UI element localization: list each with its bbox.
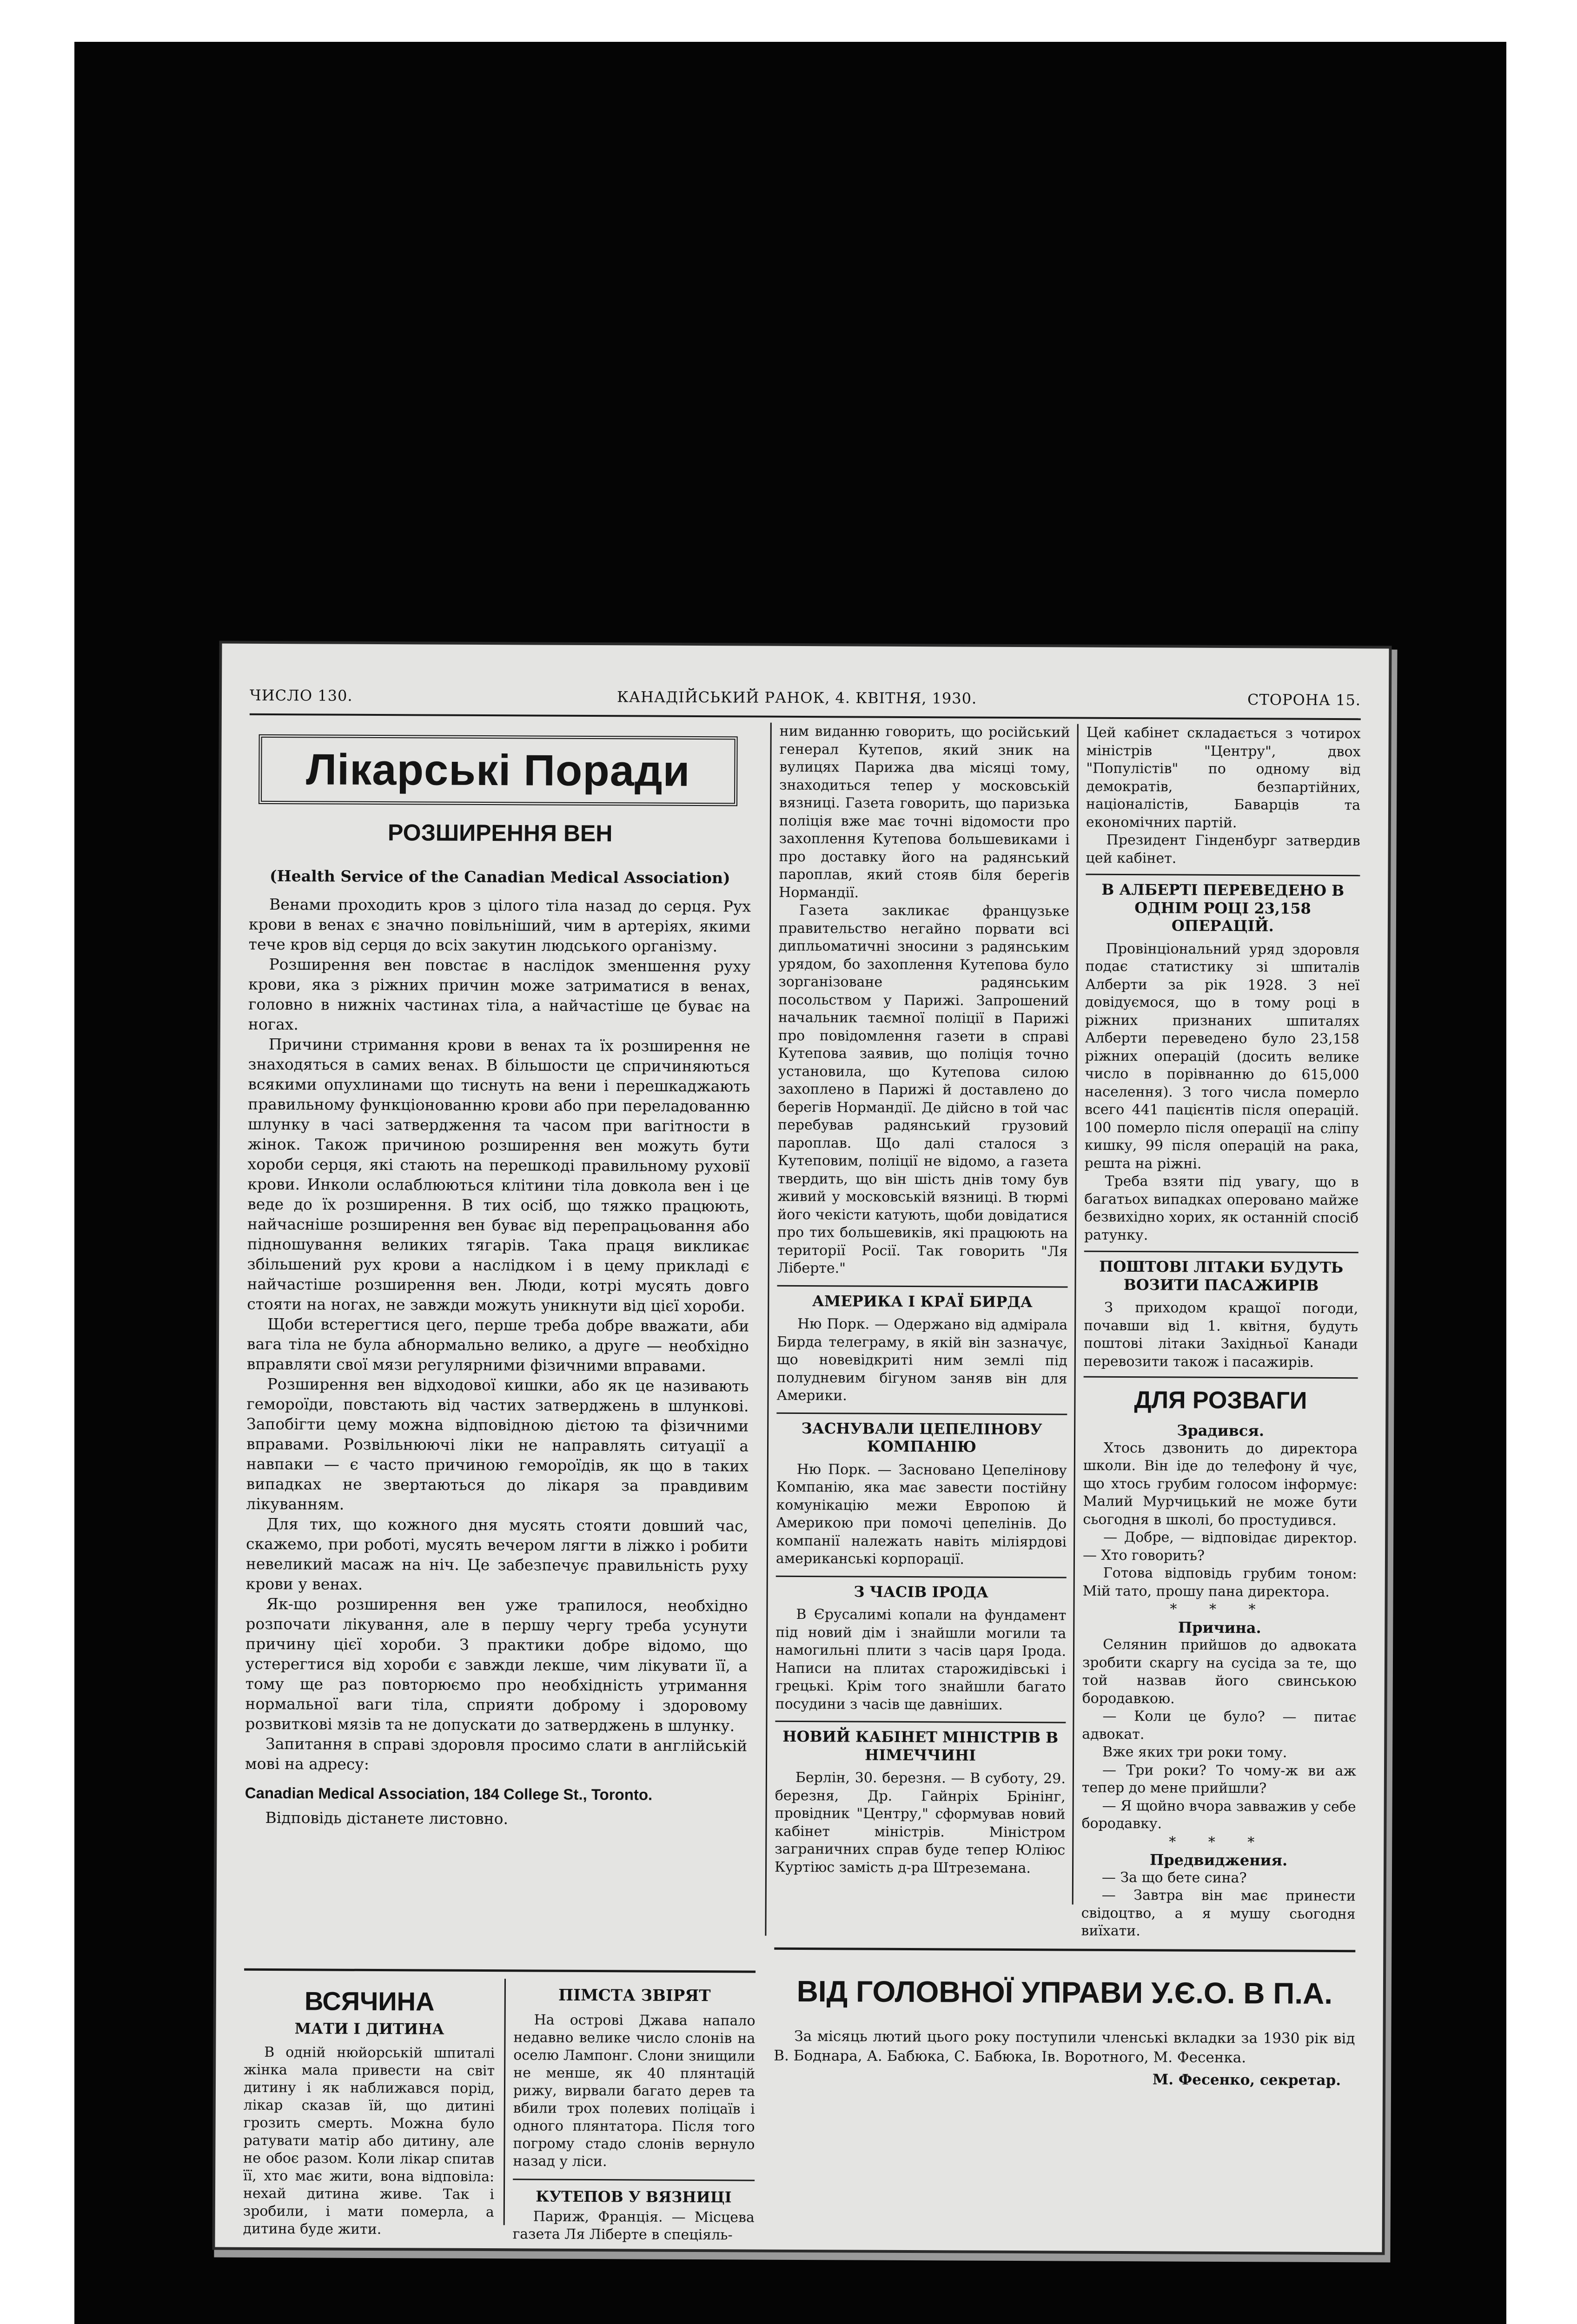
lead-paragraph: Як-що розширення вен уже трапилося, необхідно розпочати лікування, але в першу чергу треба усунути причину цієї хороби. З практики добре відомо, що устерегтися від хороби є завжди лекше, чим лікувати її, а тому ще раз повторюємо про необхідність утримання нормальної ваги тіла, сприяти доброму і здоровому розвиткові мязів та не допускати до затверджень в шлунку. (245, 1594, 748, 1735)
joke-text: — Три роки? То чому-ж ви аж тепер до мене прийшли? (1081, 1762, 1357, 1797)
joke-title: Предвиджения. (1149, 1851, 1288, 1869)
bottom-notice (773, 1961, 1355, 2224)
cabinet-text: Берлін, 30. березня. — В суботу, 29. березня, Др. Гайнріх Брінінг, провідник "Центру," сформував новий кабінет міністрів. Міністром заграничних справ буде тепер Юліюс Куртіюс замість д-ра Штреземана. (774, 1769, 1066, 1876)
vsyachyna-section (243, 1982, 495, 2238)
joke-text: Хтось дзвонить до директора школи. Він іде до телефону й чує, що хтось грубим голосом інформує: Малий Мурчицький не може бути сьогодня в школі, бо простудився. (1083, 1439, 1358, 1529)
herod-heading: З ЧАСІВ ІРОДА (776, 1575, 1067, 1601)
paper-name-date: КАНАДІЙСЬКИЙ РАНОК, 4. КВІТНЯ, 1930. (616, 688, 977, 707)
vsyachyna-heading: ВСЯЧИНА (304, 1986, 435, 2016)
zeppelin-heading: ЗАСНУВАЛИ ЦЕПЕЛІНОВУ КОМПАНІЮ (776, 1412, 1067, 1456)
bottom-heading: ВІД ГОЛОВНОЇ УПРАВИ У.Є.О. В П.А. (796, 1974, 1333, 2010)
hindenburg-text: Президент Гінденбург затвердив цей кабінет. (1086, 832, 1360, 867)
byrd-text: Ню Порк. — Одержано від адмірала Бирда телеграму, в якій він зазначує, що новевідкриті ним землі під полудневим бігуном заняв він для Америки. (776, 1315, 1068, 1404)
joke-text: — Я щойно вчора завважив у себе бородавку. (1081, 1797, 1356, 1832)
pimsta-heading: ПІМСТА ЗВІРЯТ (558, 1986, 711, 2006)
lead-paragraph: Щоби встерегтися цего, перше треба добре вважати, аби вага тіла не була абнормально велико, а друге — необхідно вправляти свої мязи регулярними фізичними вправами. (246, 1314, 749, 1375)
lead-heading: РОЗШИРЕННЯ ВЕН (387, 819, 613, 847)
lead-source: (Health Service of the Canadian Medical Association) (269, 866, 730, 887)
section-rule (244, 1968, 755, 1973)
lead-reply: Відповідь дістанете листовно. (265, 1808, 509, 1828)
joke-text: Вже яких три роки тому. (1102, 1743, 1287, 1761)
joke-title: Причина. (1178, 1618, 1261, 1637)
vsyachyna-subheading: МАТИ І ДИТИНА (294, 2020, 444, 2038)
lead-title: Лікарські Поради (258, 734, 738, 806)
alberta-text: Провінціональний уряд здоровля подає статистику зі шпиталів Алберти за рік 1928. З неї довідуємося, що в тому році в ріжних признаних шпиталях Алберти переведено було 23,158 ріжних операцій (досить велике число в порівнанню до 615,000 населення). З того числа померло всего 441 пацієнтів після операцій. 100 померло після операції на сліпу кишку, 99 після операцій на рака, решта на ріжні. (1084, 940, 1360, 1172)
alberta-heading: В АЛБЕРТІ ПЕРЕВЕДЕНО В ОДНІМ РОЦІ 23,158 ОПЕРАЦІЙ. (1086, 874, 1360, 936)
column-rule (1072, 724, 1079, 1905)
lead-paragraph: Для тих, що кожного дня мусять стояти довший час, скажемо, при роботі, мусять вечером лягти в ліжко і робити невеликий масаж на ніч. Це забезпечує правильність руху крови у венах. (245, 1514, 749, 1593)
joke-text: — За що бете сина? (1101, 1869, 1247, 1886)
joke-title: Зрадився. (1177, 1421, 1265, 1440)
masthead-rule (250, 713, 1361, 720)
masthead (250, 687, 1361, 714)
kutepov-continued: ним виданню говорить, що російський генерал Кутепов, який зник на вулицях Парижа два місяці тому, знаходиться тепер у московській вязниці. Газета говорить, що паризька поліція вже має точні відомости про захоплення Кутепова большевиками і про доставку його на радянський пароплав, який стояв біля берегів Нормандії. (779, 723, 1070, 901)
joke-text: Готова відповідь грубим тоном: Мій тато, прошу пана директора. (1082, 1565, 1357, 1600)
lead-address: Canadian Medical Association, 184 College St., Toronto. (245, 1784, 653, 1803)
middle-column (774, 723, 1070, 1956)
right-column (1081, 724, 1361, 1940)
cabinet-heading: НОВИЙ КАБІНЕТ МІНІСТРІВ В НІМЕЧЧИНІ (775, 1721, 1066, 1765)
bottom-signature: М. Фесенко, секретар. (1152, 2071, 1341, 2089)
mail-planes-text: З приходом кращої погоди, почавши від 1. квітня, будуть поштові літаки Західньої Канади перевозити також і пасажирів. (1083, 1299, 1358, 1371)
separator-stars: * * * (1169, 1833, 1269, 1850)
mail-planes-heading: ПОШТОВІ ЛІТАКИ БУДУТЬ ВОЗИТИ ПАСАЖИРІВ (1084, 1251, 1358, 1295)
pimsta-text: На острові Джава напало недавно велике число слонів на оселю Лампонг. Слони знищили не менше, як 40 плянтацій рижу, вирвали багато дерев та вбили трох полевих поліцаїв і одного плянтатора. Після того погрому стадо слонів вернуло назад у ліси. (513, 2012, 755, 2170)
vsyachyna-text: В одній нюйорській шпиталі жінка мала привести на світ дитину і як наближався порід, лікар сказав їй, що дитині грозить смерть. Можна було ратувати матір або дитину, але не обоє разом. Коли лікар спитав її, хто має жити, вона відповіла: нехай дитина живе. Так і зробили, і мати померла, а дитина буде жити. (243, 2044, 495, 2238)
page-number: СТОРОНА 15. (1247, 691, 1361, 709)
lead-paragraph: Розширення вен відходової кишки, або як це називають гемороїди, повстають від частих затверджень в шлункові. Запобігти цему можна відповідною дієтою та фізичними вправами. Розвільнюючі ліки не направлять ситуації а навпаки — є часто причиною гемороїдів, як що в таких випадках не звертаються до лікаря за правдивим лікуванням. (246, 1374, 749, 1513)
column-rule (765, 723, 771, 1936)
joke-text: — Добре, — відповідає директор. — Хто говорить? (1082, 1529, 1358, 1564)
column-rule (504, 1979, 506, 2225)
joke-text: — Коли це було? — питає адвокат. (1082, 1708, 1357, 1743)
lead-paragraph: Запитання в справі здоровля просимо слати в англійській мові на адресу: (245, 1734, 748, 1773)
kutepov-continued: Газета закликає французьке правительство негайно порвати всі дипльоматичні зносини з радянським урядом, бо захоплення Кутепова було зорганізоване радянським посольством у Парижі. Запрошений начальник таємної поліції в Парижі про повідомлення газети в справі Кутепова заявив, що поліція точно установила, що Кутепова силою захоплено в Парижі й доставлено до берегів Нормандії. Де дійсно в той час перебував радянський грузовий пароплав. Що далі сталося з Кутеповим, поліції не відомо, а газета твердить, що він шість днів тому був живий у московській вязниці. В тюрмі його чекісти катують, щоби довідатися про тих большевиків, які працюють на території Росії. Так говорить "Ля Ліберте." (777, 902, 1070, 1277)
joke-text: — Завтра він має принести свідоцтво, а я мушу сьогодня виїхати. (1081, 1887, 1356, 1940)
lead-paragraph: Венами проходить кров з цілого тіла назад до серця. Рух крови в венах є значно повільніший, чим в артеріях, якими тече кров від серця до всіх закутин людського організму. (248, 895, 751, 956)
kutepov-heading: КУТЕПОВ У ВЯЗНИЦІ (513, 2179, 755, 2209)
kutepov-text-start: Париж, Франція. — Місцева газета Ля Ліберте в спеціяль- (512, 2208, 755, 2244)
issue-number: ЧИСЛО 130. (249, 686, 353, 705)
alberta-text: Треба взяти під увагу, що в багатьох випадках оперовано майже безвихідно хорих, як останній спосіб ратунку. (1084, 1173, 1359, 1243)
pimsta-section (512, 1983, 755, 2244)
fun-heading: ДЛЯ РОЗВАГИ (1083, 1376, 1358, 1419)
zeppelin-text: Ню Порк. — Засновано Цепелінову Компанію, яка має завести постійну комунікацію межи Европою й Америкою при помочі цепелінів. До компанії належать навіть міліярдові американські корпорації. (775, 1461, 1067, 1568)
separator-stars: * * * (1170, 1601, 1270, 1618)
herod-text: В Єрусалимі копали на фундамент під новий дім і знайшли могили та намогильні плити з часів царя Ірода. Написи на плитах старожидівські і грецькі. Крім того знайшли багато посудини з часів ще давніших. (775, 1606, 1067, 1713)
bottom-text: За місяць лютий цього року поступили членські вкладки за 1930 рік від В. Боднара, А. Бабюка, С. Бабюка, Ів. Воротного, М. Фесенка. (774, 2027, 1355, 2067)
newspaper-page (215, 644, 1389, 2252)
lead-paragraph: Причини стримання крови в венах та їх розширення не знаходяться в самих венах. В більшости це спричиняються всякими опухлинами що тиснуть на вени і перешкаджають правильному функціонованню крови або при переладованню шлунку в часі затвердження та часом при вагітности в жінок. Також причиною розширення вен можуть бути хороби серця, які стають на перешкоді правильному руховії крови. Инколи ослаблюються клітини тіла довкола вен і це веде до їх розширення. В тих осіб, що тяжко працюють, найчасніше розширення вен буває від перепрацьовання або підношування великих тягарів. Така праця викликає збільшений рух крови а наслідком і в цему прикладі є найчастіше розширення вен. Люди, котрі мусять довго стояти на ногах, не завжди можуть уникнути від цієї хороби. (247, 1035, 750, 1315)
lead-article (244, 816, 751, 1952)
byrd-heading: АМЕРИКА І КРАЇ БИРДА (777, 1285, 1067, 1311)
cabinet-continued: Цей кабінет складається з чотирох міністрів "Центру", двох "Популістів" по одному від демократів, безпартійних, націоналістів, Баварців та економічних партій. (1086, 724, 1361, 831)
lead-paragraph: Розширення вен повстає в наслідок зменшення руху крови, яка з ріжних причин може затриматися в венах, головно в нижніх частинах тіла, а найчастіше це буває на ногах. (248, 955, 751, 1034)
joke-text: Селянин прийшов до адвоката зробити скаргу на сусіда за те, що той назвав його свинською бородавкою. (1082, 1636, 1357, 1707)
